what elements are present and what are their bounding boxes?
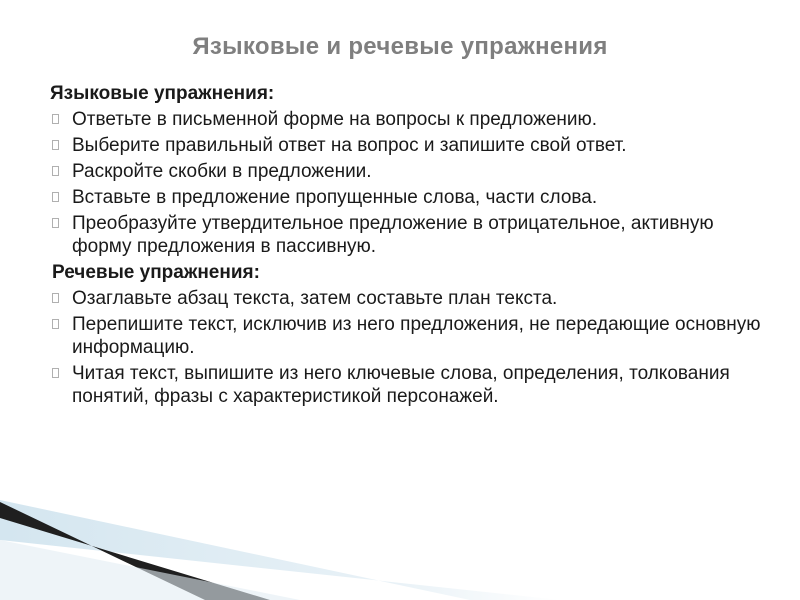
list-item bbox=[50, 313, 770, 359]
list-item-text: Перепишите текст, исключив из него предложения, не передающие основную информацию. bbox=[72, 314, 761, 358]
language-exercises-list bbox=[50, 108, 770, 258]
bullet-icon bbox=[52, 319, 59, 329]
speech-exercises-list bbox=[50, 287, 770, 408]
bullet-icon bbox=[52, 218, 59, 228]
decorative-swoosh bbox=[0, 480, 800, 600]
bullet-icon bbox=[52, 293, 59, 303]
bullet-icon bbox=[52, 192, 59, 202]
bullet-icon bbox=[52, 114, 59, 124]
bullet-icon bbox=[52, 140, 59, 150]
list-item-text: Вставьте в предложение пропущенные слова, части слова. bbox=[72, 187, 598, 208]
list-item bbox=[50, 108, 770, 131]
list-item bbox=[50, 362, 770, 408]
bullet-icon bbox=[52, 368, 59, 378]
list-item-text: Выберите правильный ответ на вопрос и запишите свой ответ. bbox=[72, 135, 627, 156]
slide-title: Языковые и речевые упражнения bbox=[192, 33, 608, 60]
list-item-text: Преобразуйте утвердительное предложение в отрицательное, активную форму предложения в пассивную. bbox=[72, 213, 714, 257]
list-item-text: Читая текст, выпишите из него ключевые слова, определения, толкования понятий, фразы с характеристикой персонажей. bbox=[72, 363, 730, 407]
list-item-text: Озаглавьте абзац текста, затем составьте план текста. bbox=[72, 288, 558, 309]
section-heading-language: Языковые упражнения: bbox=[50, 83, 275, 104]
list-item bbox=[50, 212, 770, 258]
list-item bbox=[50, 160, 770, 183]
list-item bbox=[50, 186, 770, 209]
bullet-icon bbox=[52, 166, 59, 176]
list-item-text: Раскройте скобки в предложении. bbox=[72, 161, 372, 182]
list-item bbox=[50, 134, 770, 157]
list-item bbox=[50, 287, 770, 310]
slide-content bbox=[50, 82, 770, 411]
section-heading-speech: Речевые упражнения: bbox=[52, 262, 260, 283]
list-item-text: Ответьте в письменной форме на вопросы к предложению. bbox=[72, 109, 598, 130]
